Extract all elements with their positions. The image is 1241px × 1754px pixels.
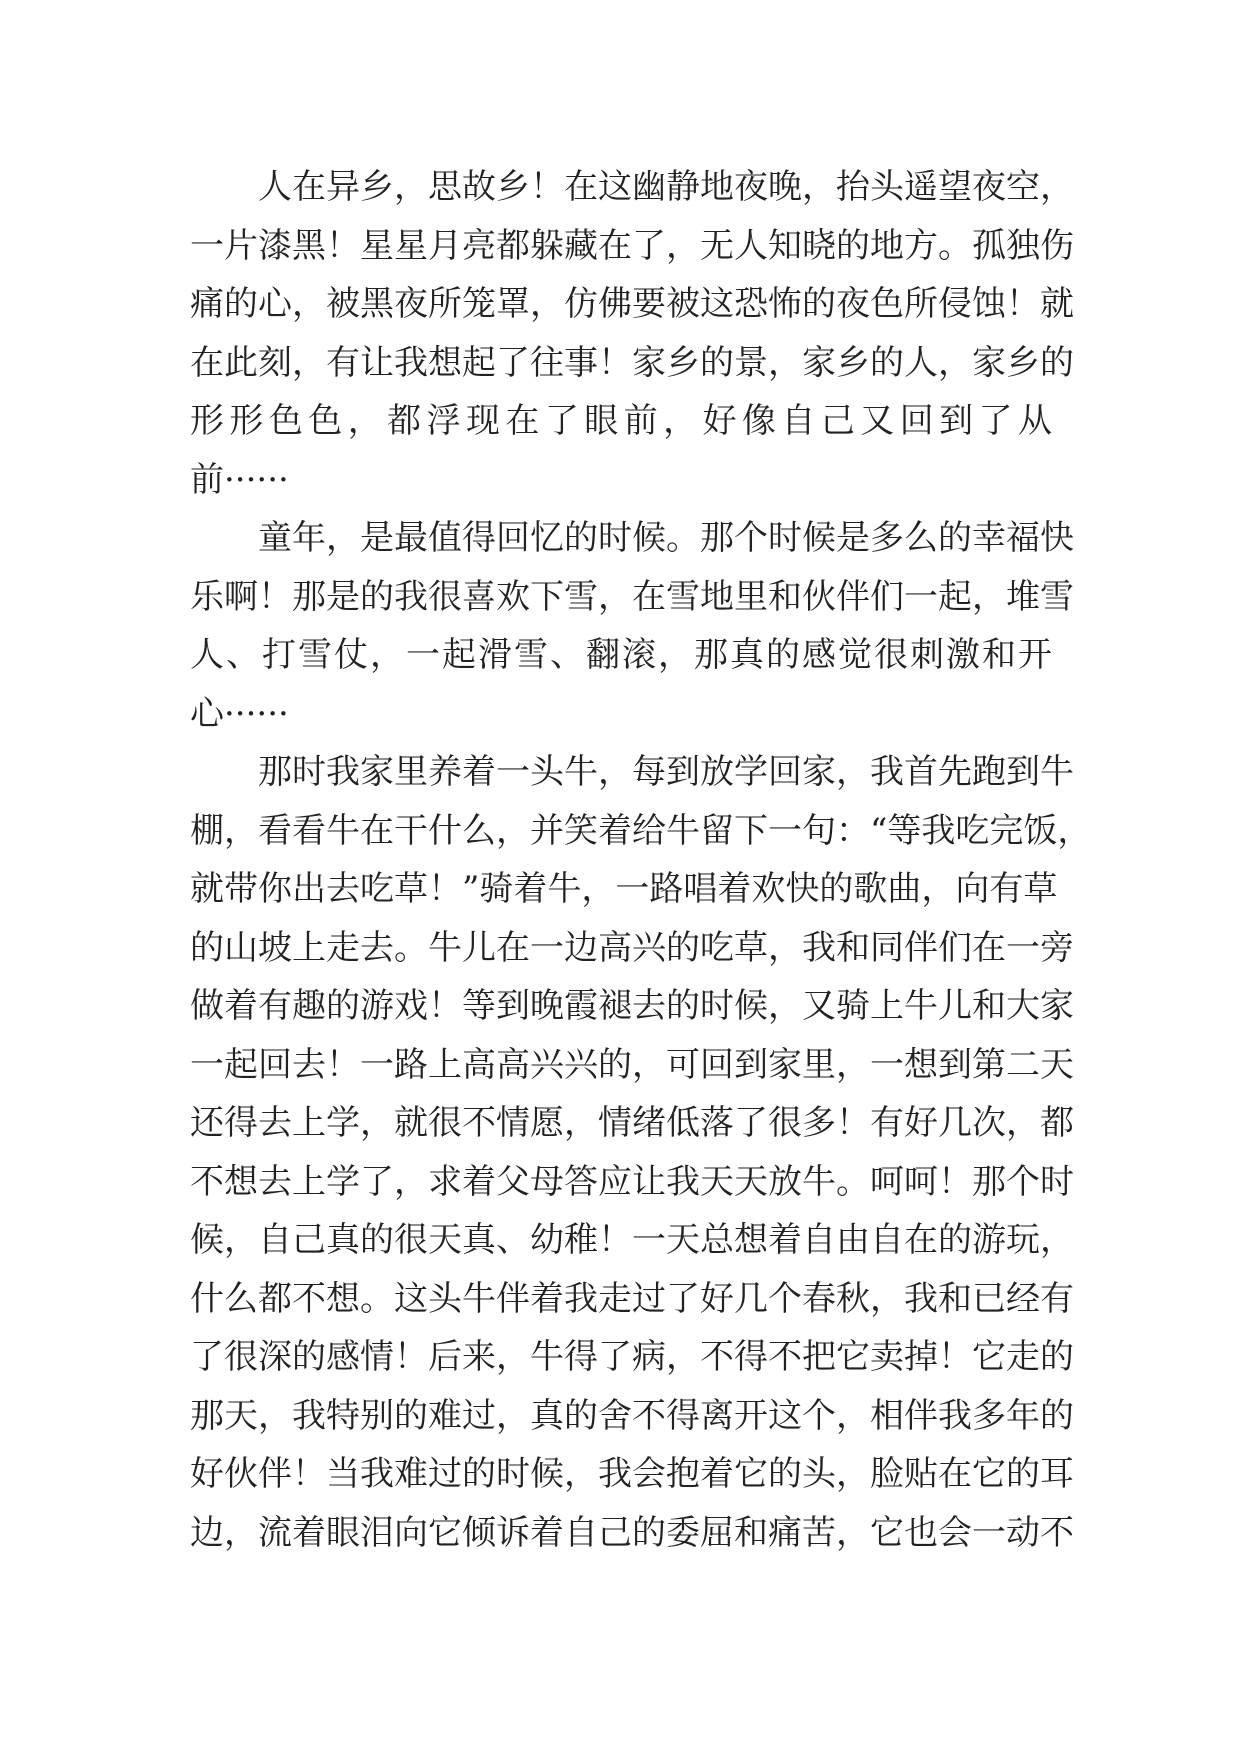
paragraph-1-line-2: 一片漆黑！星星月亮都躲藏在了，无人知晓的地方。孤独伤	[190, 225, 1074, 266]
paragraph-3-line-7: 还得去上学，就很不情愿，情绪低落了很多！有好几次，都	[190, 1103, 1074, 1143]
paragraph-3-line-11: 了很深的感情！后来，牛得了病，不得不把它卖掉！它走的	[190, 1337, 1074, 1377]
paragraph-3-line-8: 不想去上学了，求着父母答应让我天天放牛。呵呵！那个时	[190, 1161, 1074, 1202]
paragraph-3-line-2: 棚，看看牛在干什么，并笑着给牛留下一句：“等我吃完饭，	[190, 810, 1092, 851]
paragraph-3-line-13: 好伙伴！当我难过的时候，我会抱着它的头，脸贴在它的耳	[190, 1454, 1074, 1494]
essay-body	[190, 158, 1092, 1562]
paragraph-3-line-9: 候，自己真的很天真、幼稚！一天总想着自由自在的游玩，	[190, 1220, 1074, 1260]
paragraph-3-line-4: 的山坡上走去。牛儿在一边高兴的吃草，我和同伴们在一旁	[190, 927, 1074, 968]
paragraph-1-line-3: 痛的心，被黑夜所笼罩，仿佛要被这恐怖的夜色所侵蚀！就	[190, 284, 1074, 324]
paragraph-3-line-12: 那天，我特别的难过，真的舍不得离开这个，相伴我多年的	[190, 1395, 1074, 1436]
paragraph-3-line-14: 边，流着眼泪向它倾诉着自己的委屈和痛苦，它也会一动不	[190, 1512, 1074, 1553]
paragraph-1-line-4: 在此刻，有让我想起了往事！家乡的景，家乡的人，家乡的	[190, 342, 1074, 383]
paragraph-3-line-5: 做着有趣的游戏！等到晚霞褪去的时候，又骑上牛儿和大家	[190, 986, 1074, 1026]
paragraph-2-line-4: 心······	[190, 693, 289, 734]
paragraph-3-line-1: 那时我家里养着一头牛，每到放学回家，我首先跑到牛	[258, 752, 1074, 792]
paragraph-2-line-2: 乐啊！那是的我很喜欢下雪，在雪地里和伙伴们一起，堆雪	[190, 576, 1074, 617]
paragraph-3-line-6: 一起回去！一路上高高兴兴的，可回到家里，一想到第二天	[190, 1044, 1074, 1085]
paragraph-1-line-6: 前······	[190, 459, 289, 500]
paragraph-3-line-10: 什么都不想。这头牛伴着我走过了好几个春秋，我和已经有	[190, 1278, 1074, 1319]
paragraph-2-line-3: 人、打雪仗，一起滑雪、翻滚，那真的感觉很刺激和开	[190, 635, 1052, 675]
paragraph-1-line-5: 形形色色，都浮现在了眼前，好像自己又回到了从	[190, 401, 1052, 441]
paragraph-1-line-1: 人在异乡，思故乡！在这幽静地夜晚，抬头遥望夜空，	[258, 167, 1074, 207]
paragraph-3-line-3: 就带你出去吃草！”骑着牛，一路唱着欢快的歌曲，向有草	[190, 869, 1058, 909]
paragraph-2-line-1: 童年，是最值得回忆的时候。那个时候是多么的幸福快	[258, 518, 1074, 558]
